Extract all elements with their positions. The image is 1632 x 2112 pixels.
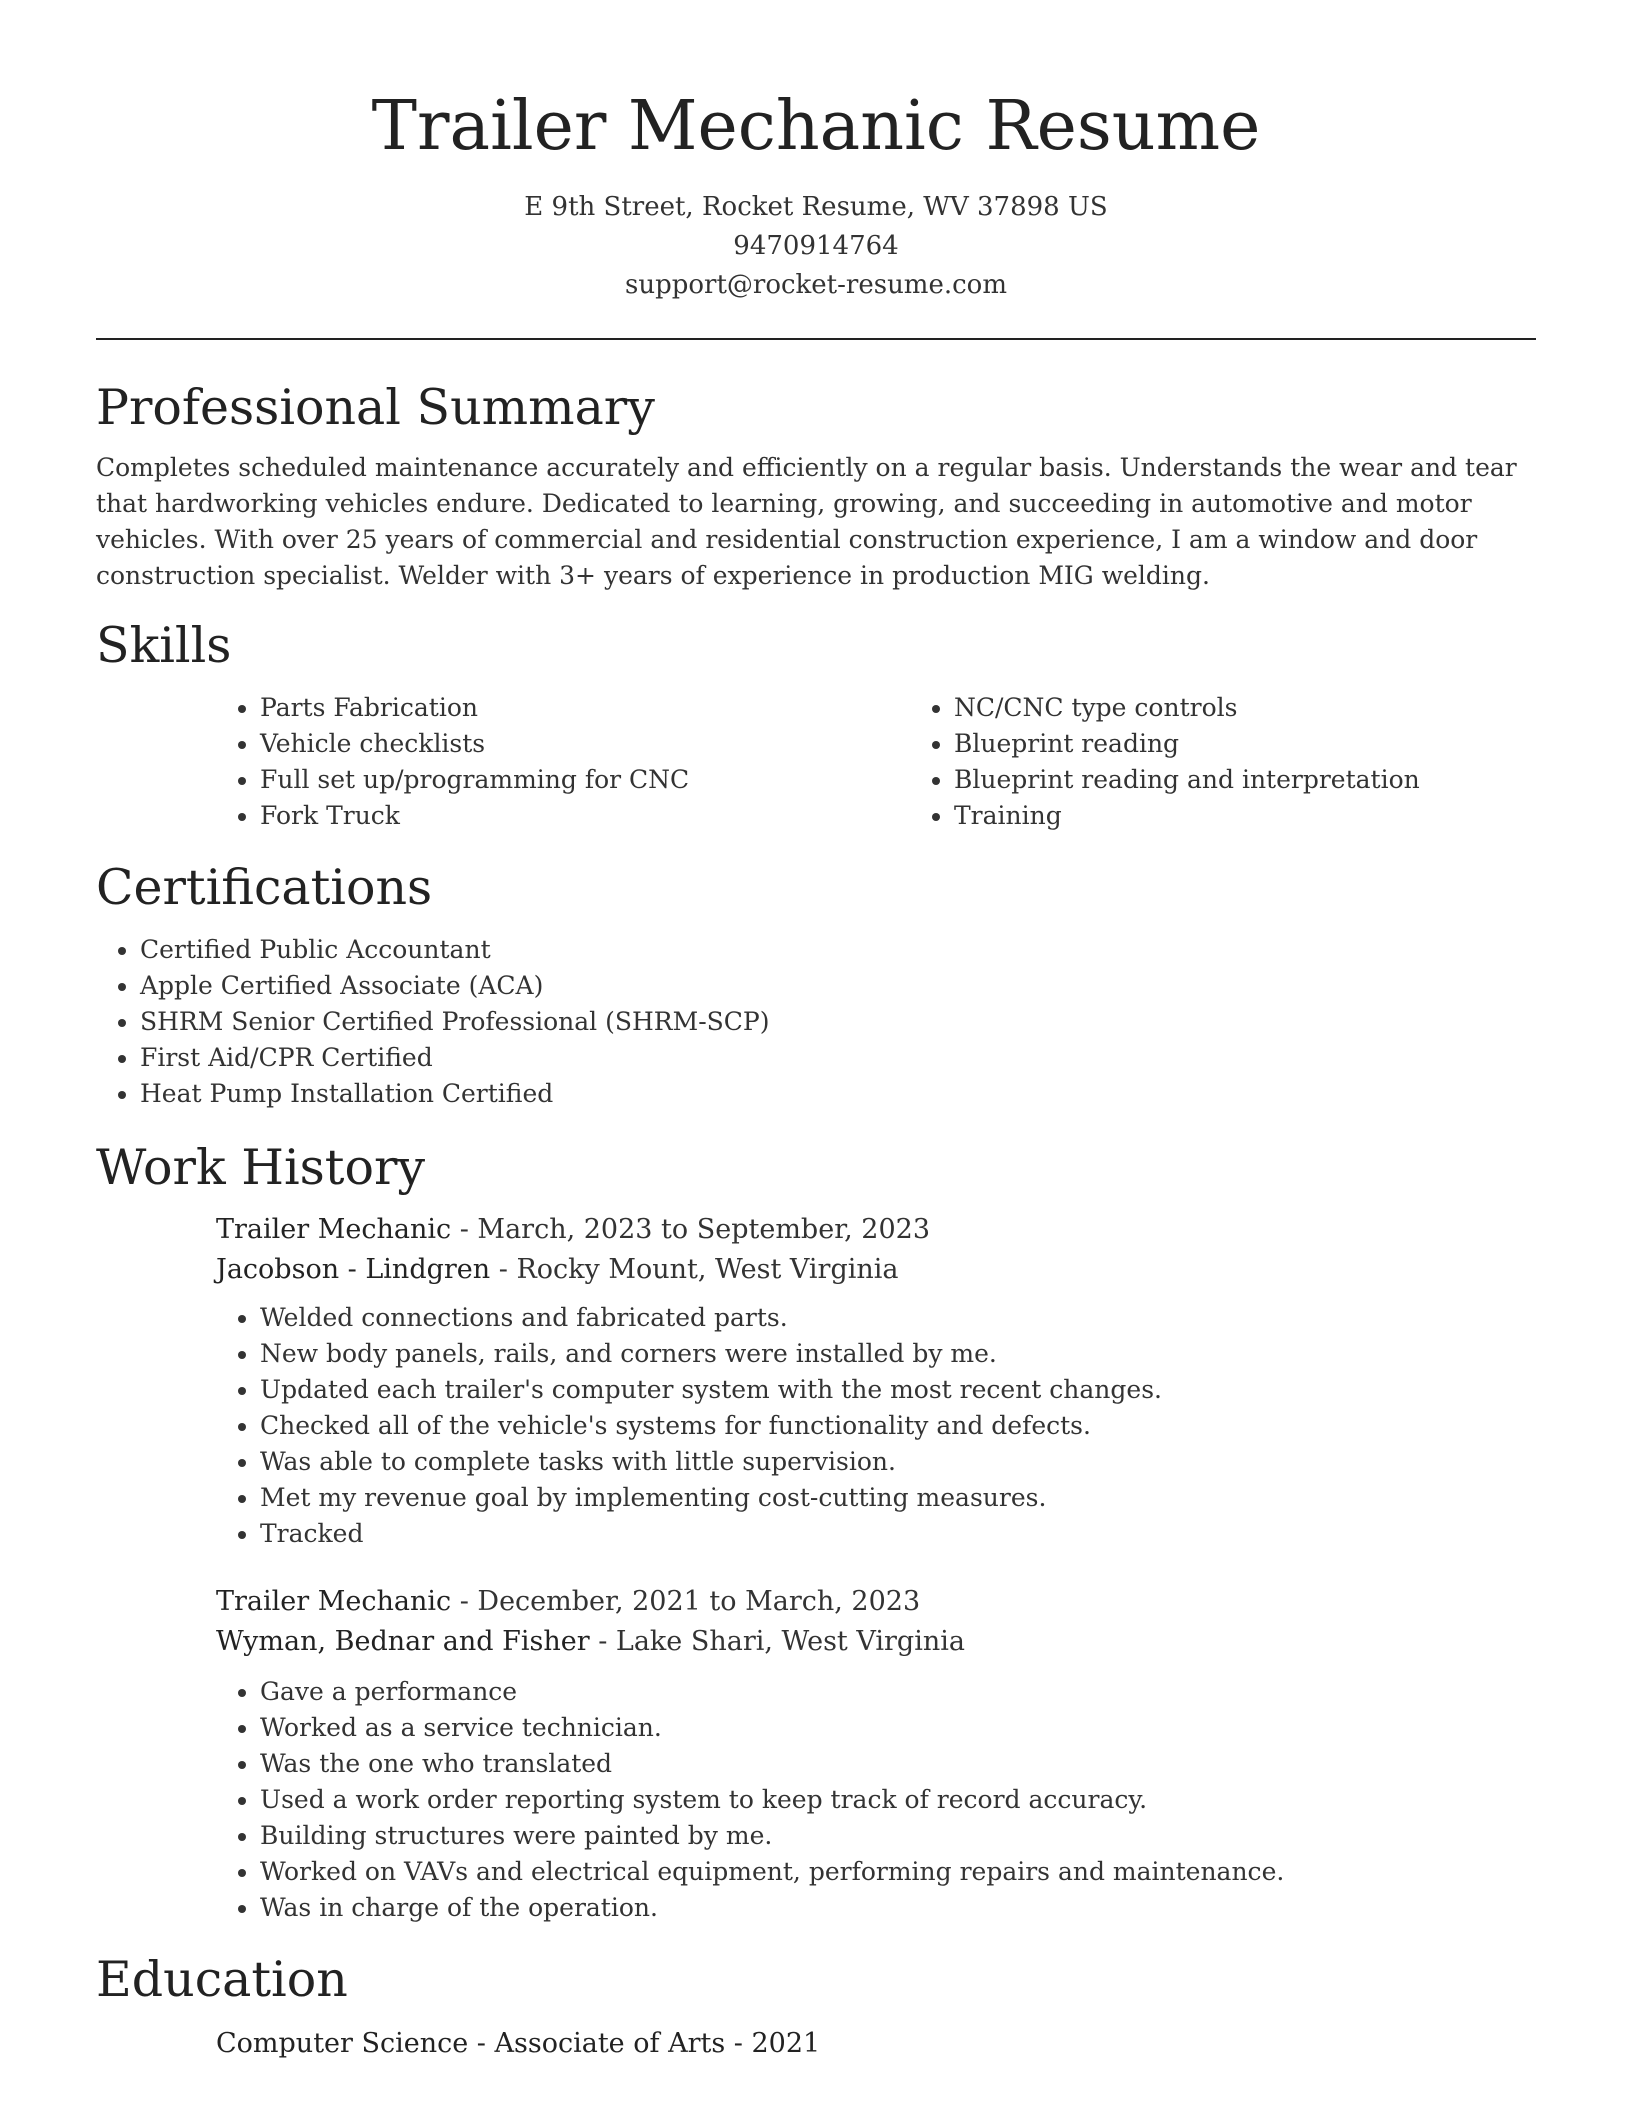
duty-item: • Building structures were painted by me. <box>260 1818 1536 1854</box>
skill-item: • Full set up/programming for CNC <box>260 762 910 798</box>
certification-item: • SHRM Senior Certified Professional (SHRM-SCP) <box>140 1004 1536 1040</box>
skill-item: • NC/CNC type controls <box>954 690 1604 726</box>
resume-title: Trailer Mechanic Resume <box>371 87 1261 166</box>
job-company: Jacobson - Lindgren <box>216 1254 491 1285</box>
duty-item: • Updated each trailer's computer system with the most recent changes. <box>260 1372 1536 1408</box>
job-entry <box>216 1210 1536 1552</box>
resume-header <box>96 0 1536 305</box>
duty-item: • Used a work order reporting system to keep track of record accuracy. <box>260 1782 1536 1818</box>
skill-item: • Training <box>954 798 1604 834</box>
duty-item: • New body panels, rails, and corners were installed by me. <box>260 1336 1536 1372</box>
job-duties <box>216 1300 1536 1552</box>
work-section <box>96 1136 1536 1926</box>
skill-item: • Blueprint reading <box>954 726 1604 762</box>
phone: 9470914764 <box>733 231 899 261</box>
skills-list-left <box>216 690 910 834</box>
skill-item: • Vehicle checklists <box>260 726 910 762</box>
job-dates: - December, 2021 to March, 2023 <box>451 1586 921 1617</box>
duty-item: • Met my revenue goal by implementing cost-cutting measures. <box>260 1480 1536 1516</box>
job-role: Trailer Mechanic <box>216 1586 452 1617</box>
skill-item: • Fork Truck <box>260 798 910 834</box>
duty-item: • Worked on VAVs and electrical equipment, performing repairs and maintenance. <box>260 1854 1536 1890</box>
duty-item: • Tracked <box>260 1516 1536 1552</box>
job-entry <box>216 1582 1536 1926</box>
duty-item: • Worked as a service technician. <box>260 1710 1536 1746</box>
summary-heading: Professional Summary <box>96 379 655 436</box>
duty-item: • Was able to complete tasks with little supervision. <box>260 1444 1536 1480</box>
job-role: Trailer Mechanic <box>216 1214 452 1245</box>
duty-item: • Welded connections and fabricated parts. <box>260 1300 1536 1336</box>
duty-item: • Gave a performance <box>260 1674 1536 1710</box>
certification-item: • First Aid/CPR Certified <box>140 1040 1536 1076</box>
certification-item: • Apple Certified Associate (ACA) <box>140 968 1536 1004</box>
header-divider <box>96 338 1536 340</box>
certifications-heading: Certifications <box>96 859 433 916</box>
job-company-line <box>216 1250 1536 1290</box>
summary-text: Completes scheduled maintenance accurately and efficiently on a regular basis. Understands the wear and tear that hardworking vehicles endure. Dedicated to learning, growing, and succeeding in automotive and motor vehicles. With over 25 years of commercial and residential construction experience, I am a window and door construction specialist. Welder with 3+ years of experience in production MIG welding. <box>96 453 1517 590</box>
duty-item: • Was the one who translated <box>260 1746 1536 1782</box>
duty-item: • Was in charge of the operation. <box>260 1890 1536 1926</box>
work-heading: Work History <box>96 1139 426 1196</box>
education-section <box>96 1948 1536 2064</box>
resume-page <box>96 0 1536 2064</box>
job-title-line <box>216 1210 1536 1250</box>
certifications-list <box>96 932 1536 1112</box>
skills-grid <box>216 690 1536 834</box>
certification-item: • Certified Public Accountant <box>140 932 1536 968</box>
job-company-line <box>216 1622 1536 1662</box>
job-title-line <box>216 1582 1536 1622</box>
certifications-section <box>96 856 1536 1112</box>
job-duties <box>216 1674 1536 1926</box>
job-location: - Lake Shari, West Virginia <box>589 1626 965 1657</box>
certification-item: • Heat Pump Installation Certified <box>140 1076 1536 1112</box>
skills-list-right <box>910 690 1604 834</box>
job-company: Wyman, Bednar and Fisher <box>216 1626 590 1657</box>
job-location: - Rocky Mount, West Virginia <box>490 1254 899 1285</box>
skill-item: • Parts Fabrication <box>260 690 910 726</box>
education-entry: Computer Science - Associate of Arts - 2021 <box>216 2028 821 2059</box>
summary-section <box>96 376 1536 594</box>
address: E 9th Street, Rocket Resume, WV 37898 US <box>524 192 1108 222</box>
education-heading: Education <box>96 1951 348 2008</box>
skills-section <box>96 614 1536 834</box>
skills-heading: Skills <box>96 617 232 674</box>
duty-item: • Checked all of the vehicle's systems for functionality and defects. <box>260 1408 1536 1444</box>
job-dates: - March, 2023 to September, 2023 <box>451 1214 931 1245</box>
skill-item: • Blueprint reading and interpretation <box>954 762 1604 798</box>
email: support@rocket-resume.com <box>624 270 1007 300</box>
